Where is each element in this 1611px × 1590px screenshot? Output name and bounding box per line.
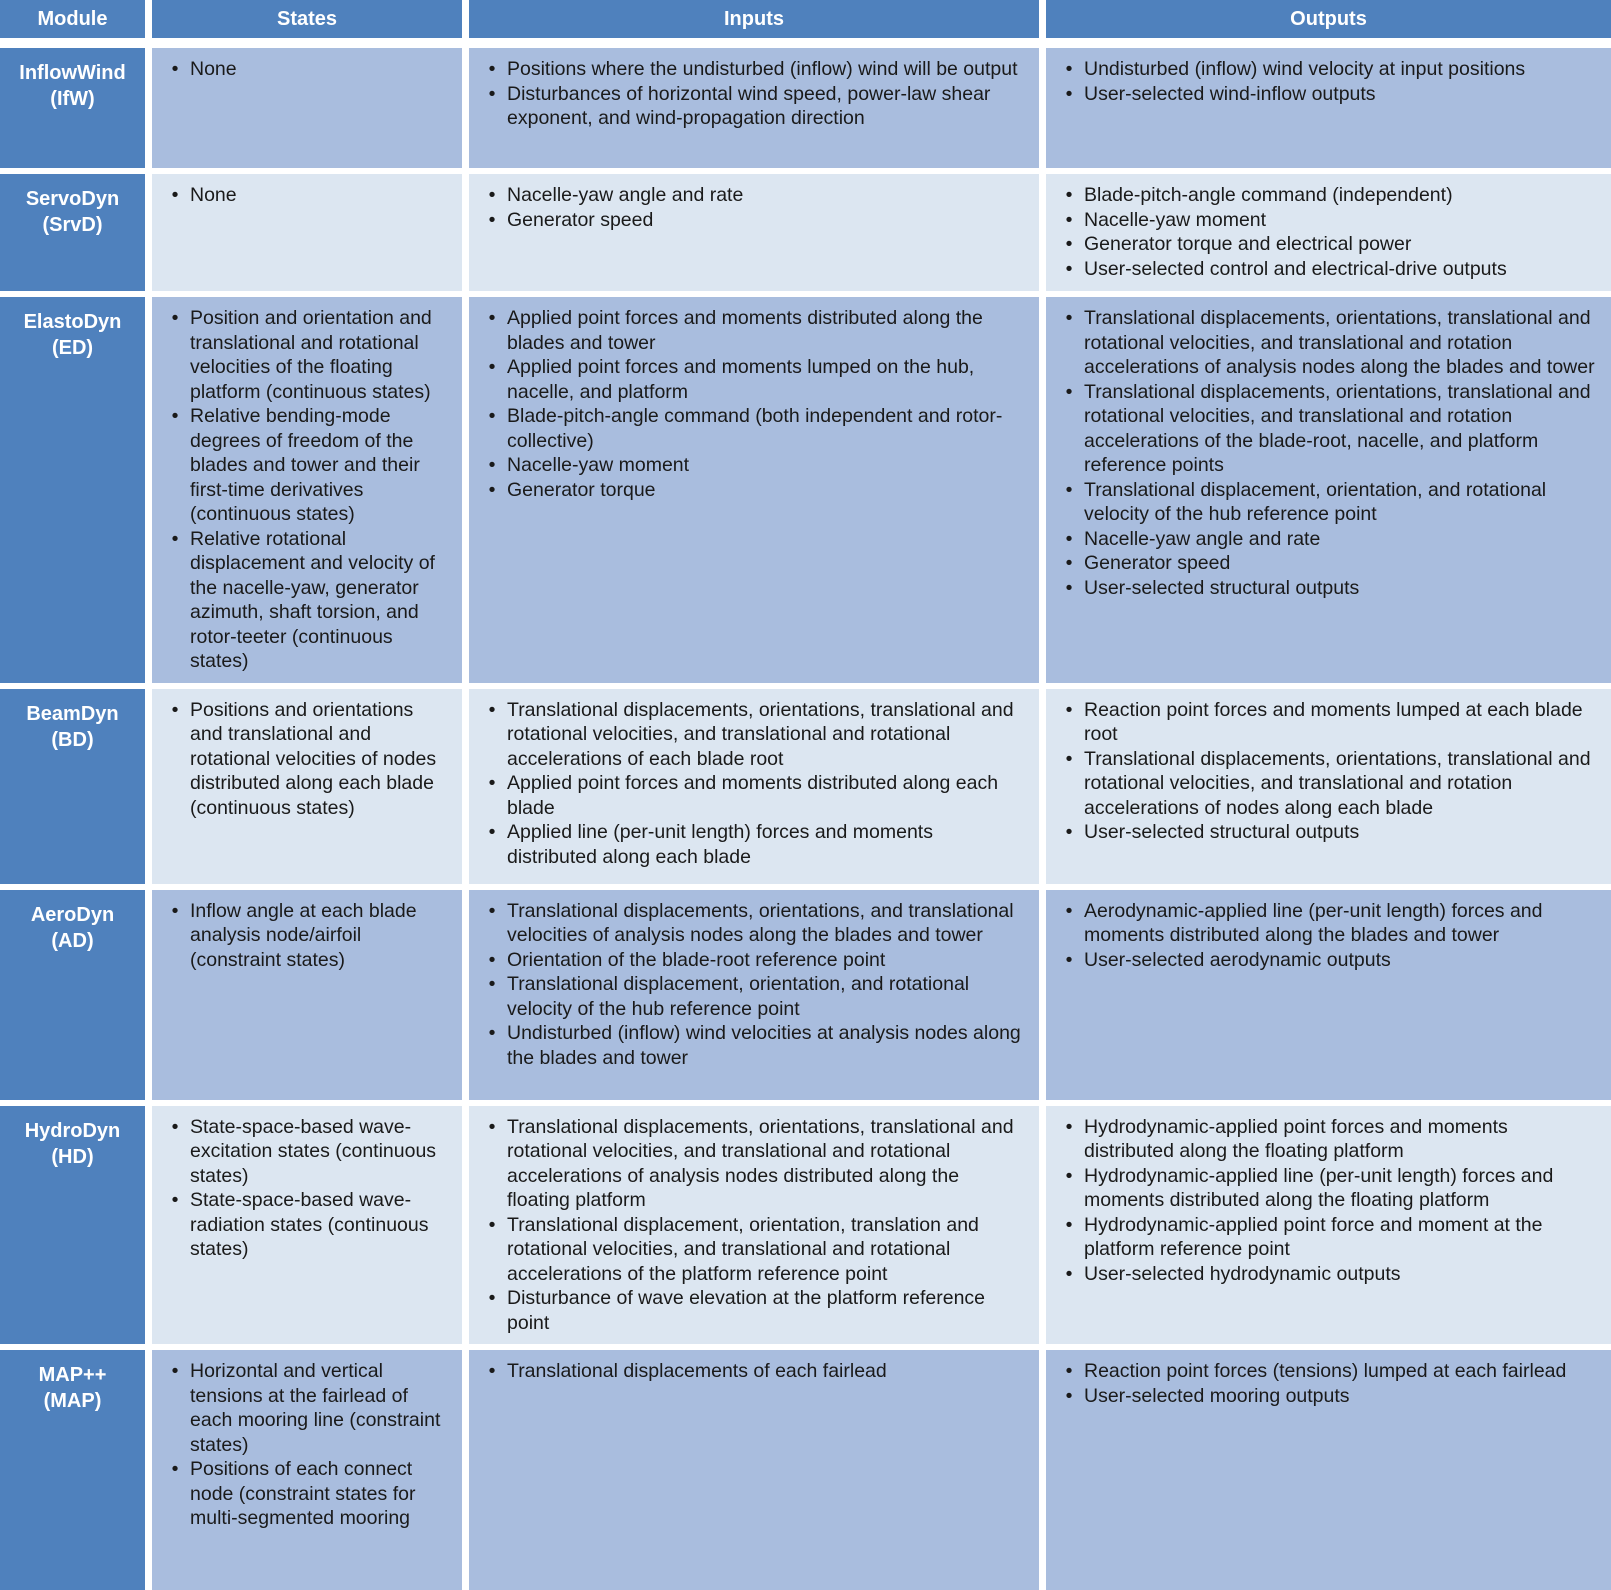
bullet-text: Translational displacements, orientations, and translational velocities of analysis nodes along the blades and tower [507,899,1014,946]
bullet-item [477,404,1025,453]
bullet-item [477,478,1025,503]
bullet-text: User-selected aerodynamic outputs [1084,948,1391,971]
bullet-icon: • [171,1458,179,1480]
bullet-icon: • [488,698,496,721]
bullet-text: Nacelle-yaw moment [1084,208,1267,231]
bullet-icon: • [488,821,496,843]
bullet-icon: • [488,478,496,501]
bullet-item [1054,1384,1597,1409]
bullet-icon: • [171,184,179,206]
bullet-icon: • [488,1022,496,1044]
inputs-cell [469,297,1039,683]
bullet-item [477,1021,1025,1070]
table-body [0,48,1611,1590]
bullet-icon: • [488,58,496,80]
bullet-text: Undisturbed (inflow) wind velocity at input positions [1084,58,1526,80]
bullet-icon: • [1065,747,1073,770]
bullet-item [160,404,448,527]
bullet-item [477,82,1025,131]
bullet-text: Applied line (per-unit length) forces and moments distributed along each blade [507,821,933,868]
bullet-icon: • [488,208,496,231]
bullet-text: Translational displacement, orientation, translation and rotational velocities, and translational and rotational accelerations of the platform reference point [507,1213,979,1285]
bullet-item [160,698,448,821]
module-abbreviation: (IfW) [50,88,95,110]
states-cell [152,48,462,168]
bullet-icon: • [488,1115,496,1138]
bullet-item [1054,478,1597,527]
bullet-text: Translational displacements, orientations, translational and rotational velocities, and translational and rotation accelerations of the blade-root, nacelle, and platform reference points [1084,380,1591,476]
bullet-text: Positions of each connect node (constraint states for multi-segmented mooring [190,1458,416,1529]
outputs-cell [1046,890,1611,1100]
bullet-text: Applied point forces and moments distributed along each blade [507,772,999,819]
module-abbreviation: (BD) [51,728,94,751]
bullet-icon: • [488,948,496,971]
bullet-item [1054,1262,1597,1287]
bullet-item [477,771,1025,820]
bullet-icon: • [171,405,179,427]
bullet-icon: • [1065,257,1073,280]
bullet-text: Generator torque and electrical power [1084,233,1412,255]
module-cell [0,1106,145,1345]
bullet-item [160,527,448,674]
table-row [0,689,1611,884]
bullet-text: User-selected mooring outputs [1084,1384,1350,1407]
bullet-text: Relative bending-mode degrees of freedom of the blades and tower and their first-time derivatives (continuous states) [190,405,420,525]
bullet-icon: • [1065,82,1073,105]
bullet-text: Aerodynamic-applied line (per-unit length) forces and moments distributed along the blades and tower [1084,899,1543,946]
bullet-icon: • [1065,1213,1073,1236]
bullet-icon: • [171,1360,179,1382]
states-cell [152,1106,462,1345]
inputs-cell [469,174,1039,291]
bullet-icon: • [1065,1262,1073,1285]
inputs-cell [469,1106,1039,1345]
bullet-icon: • [1065,208,1073,231]
bullet-item [477,355,1025,404]
bullet-icon: • [1065,58,1073,80]
bullet-item [1054,551,1597,576]
bullet-icon: • [1065,576,1073,599]
bullet-icon: • [1065,527,1073,550]
bullet-text: Generator torque [507,478,656,501]
bullet-item [160,1457,448,1531]
column-header-module: Module [0,0,145,38]
column-header-inputs: Inputs [469,0,1039,38]
module-name: ServoDyn [25,188,120,210]
module-name: ElastoDyn [23,311,122,333]
bullet-item [1054,380,1597,478]
module-name: AeroDyn [30,903,115,926]
bullet-icon: • [1065,698,1073,721]
bullet-item [1054,208,1597,233]
bullet-item [160,57,448,82]
inputs-cell [469,48,1039,168]
bullet-item [477,1213,1025,1287]
bullet-text: Hydrodynamic-applied point forces and moments distributed along the floating platform [1084,1115,1508,1162]
bullet-item [477,1115,1025,1213]
bullet-item [1054,82,1597,107]
bullet-icon: • [488,1287,496,1309]
bullet-item [1054,232,1597,257]
bullet-text: Disturbance of wave elevation at the platform reference point [507,1287,986,1334]
bullet-item [1054,183,1597,208]
bullet-text: Applied point forces and moments lumped on the hub, nacelle, and platform [507,356,975,403]
module-cell [0,890,145,1100]
bullet-icon: • [171,307,179,329]
states-cell [152,689,462,884]
bullet-text: User-selected hydrodynamic outputs [1084,1262,1401,1285]
bullet-item [160,183,448,208]
bullet-text: Translational displacement, orientation, and rotational velocity of the hub reference point [1084,478,1547,525]
bullet-icon: • [1065,478,1073,501]
bullet-text: Hydrodynamic-applied point force and moment at the platform reference point [1084,1213,1543,1260]
bullet-icon: • [171,527,179,550]
bullet-text: None [190,58,237,80]
outputs-cell [1046,297,1611,683]
bullet-item [1054,527,1597,552]
bullet-item [1054,57,1597,82]
bullet-icon: • [1065,899,1073,922]
bullet-text: Translational displacement, orientation, and rotational velocity of the hub reference point [507,973,970,1020]
bullet-item [477,899,1025,948]
bullet-item [1054,257,1597,282]
module-abbreviation: (MAP) [43,1390,102,1412]
bullet-icon: • [1065,552,1073,574]
bullet-text: Orientation of the blade-root reference point [507,948,886,971]
table-header-row [0,0,1611,38]
table-row [0,890,1611,1100]
outputs-cell [1046,1106,1611,1345]
bullet-text: Positions where the undisturbed (inflow) wind will be output [507,58,1018,80]
bullet-item [477,698,1025,772]
module-cell [0,48,145,168]
bullet-item [1054,899,1597,948]
module-cell [0,297,145,683]
table-row [0,1106,1611,1345]
bullet-text: Translational displacements, orientations, translational and rotational velocities, and translational and rotational accelerations of analysis nodes distributed along the floating platform [507,1115,1014,1211]
bullet-icon: • [488,1213,496,1236]
bullet-item [1054,1115,1597,1164]
bullet-icon: • [1065,233,1073,255]
outputs-cell [1046,48,1611,168]
bullet-item [1054,820,1597,845]
column-header-outputs: Outputs [1046,0,1611,38]
module-name: InflowWind [19,62,126,84]
bullet-icon: • [488,307,496,329]
module-name: BeamDyn [26,702,119,725]
bullet-text: Blade-pitch-angle command (both independent and rotor-collective) [507,405,1003,452]
bullet-text: Translational displacements, orientations, translational and rotational velocities, and translational and rotational accelerations of each blade root [507,698,1014,770]
bullet-icon: • [1065,1384,1073,1407]
bullet-text: Horizontal and vertical tensions at the fairlead of each mooring line (constraint states) [190,1360,441,1456]
bullet-text: Positions and orientations and translational and rotational velocities of nodes distributed along each blade (continuous states) [190,698,437,819]
bullet-text: Blade-pitch-angle command (independent) [1084,184,1453,206]
table-row [0,297,1611,683]
bullet-icon: • [488,899,496,922]
bullet-item [477,183,1025,208]
bullet-item [477,820,1025,869]
module-cell [0,1350,145,1590]
bullet-icon: • [488,973,496,995]
bullet-icon: • [488,405,496,427]
bullet-icon: • [171,58,179,80]
inputs-cell [469,1350,1039,1590]
table-row [0,1350,1611,1590]
bullet-text: Undisturbed (inflow) wind velocities at analysis nodes along the blades and tower [507,1022,1021,1069]
bullet-item [477,57,1025,82]
bullet-text: Nacelle-yaw moment [507,454,690,476]
bullet-item [1054,747,1597,821]
bullet-icon: • [488,1360,496,1382]
bullet-text: Nacelle-yaw angle and rate [507,184,744,206]
bullet-text: Position and orientation and translational and rotational velocities of the floating platform (continuous states) [190,307,432,403]
bullet-text: None [190,184,237,206]
bullet-icon: • [1065,1164,1073,1187]
bullet-item [477,948,1025,973]
bullet-text: Translational displacements, orientations, translational and rotational velocities, and translational and rotation accelerations of nodes along each blade [1084,747,1591,819]
outputs-cell [1046,174,1611,291]
bullet-item [1054,306,1597,380]
bullet-icon: • [1065,307,1073,329]
bullet-icon: • [488,454,496,476]
table-row [0,48,1611,168]
bullet-item [160,899,448,973]
bullet-item [477,1286,1025,1335]
module-cell [0,174,145,291]
bullet-text: Hydrodynamic-applied line (per-unit length) forces and moments distributed along the floating platform [1084,1164,1554,1211]
column-header-states: States [152,0,462,38]
bullet-item [477,306,1025,355]
states-cell [152,297,462,683]
bullet-text: State-space-based wave-radiation states (continuous states) [190,1189,429,1260]
bullet-text: User-selected wind-inflow outputs [1084,82,1376,105]
states-cell [152,1350,462,1590]
module-name: HydroDyn [24,1119,121,1142]
module-name: MAP++ [38,1364,107,1386]
bullet-text: Translational displacements of each fairlead [507,1360,887,1382]
bullet-item [160,1115,448,1189]
bullet-icon: • [171,698,179,721]
bullet-icon: • [1065,380,1073,403]
module-abbreviation: (HD) [51,1145,94,1168]
bullet-text: Translational displacements, orientations, translational and rotational velocities, and translational and rotation accelerations of analysis nodes along the blades and tower [1084,307,1595,378]
bullet-text: State-space-based wave-excitation states (continuous states) [190,1115,437,1187]
bullet-icon: • [1065,184,1073,206]
outputs-cell [1046,1350,1611,1590]
module-cell [0,689,145,884]
bullet-text: Relative rotational displacement and velocity of the nacelle-yaw, generator azimuth, shaft torsion, and rotor-teeter (continuous states) [190,527,435,672]
table-row [0,174,1611,291]
bullet-text: Nacelle-yaw angle and rate [1084,527,1321,550]
module-abbreviation: (AD) [51,929,94,952]
bullet-item [1054,698,1597,747]
bullet-text: Generator speed [507,208,654,231]
bullet-item [1054,948,1597,973]
states-cell [152,890,462,1100]
bullet-item [1054,576,1597,601]
bullet-text: User-selected structural outputs [1084,576,1360,599]
states-cell [152,174,462,291]
bullet-item [160,1188,448,1262]
bullet-item [1054,1213,1597,1262]
bullet-icon: • [171,1189,179,1211]
bullet-icon: • [1065,948,1073,971]
bullet-text: Reaction point forces (tensions) lumped at each fairlead [1084,1360,1567,1382]
bullet-text: Disturbances of horizontal wind speed, power-law shear exponent, and wind-propagation direction [507,82,991,129]
bullet-icon: • [488,184,496,206]
bullet-text: User-selected structural outputs [1084,821,1360,843]
bullet-item [1054,1164,1597,1213]
bullet-icon: • [488,82,496,105]
bullet-item [477,972,1025,1021]
bullet-item [1054,1359,1597,1384]
bullet-icon: • [488,356,496,378]
bullet-text: Reaction point forces and moments lumped at each blade root [1084,698,1583,745]
bullet-item [160,1359,448,1457]
bullet-icon: • [171,899,179,922]
bullet-item [477,208,1025,233]
bullet-icon: • [1065,1360,1073,1382]
bullet-text: Inflow angle at each blade analysis node/airfoil (constraint states) [190,899,417,971]
bullet-item [477,453,1025,478]
bullet-icon: • [1065,1115,1073,1138]
module-abbreviation: (SrvD) [42,214,103,236]
bullet-text: Applied point forces and moments distributed along the blades and tower [507,307,983,354]
module-abbreviation: (ED) [51,337,94,359]
bullet-item [160,306,448,404]
bullet-text: User-selected control and electrical-drive outputs [1084,257,1507,280]
bullet-icon: • [171,1115,179,1138]
inputs-cell [469,689,1039,884]
bullet-text: Generator speed [1084,552,1231,574]
inputs-cell [469,890,1039,1100]
outputs-cell [1046,689,1611,884]
bullet-icon: • [1065,821,1073,843]
bullet-item [477,1359,1025,1384]
bullet-icon: • [488,772,496,794]
